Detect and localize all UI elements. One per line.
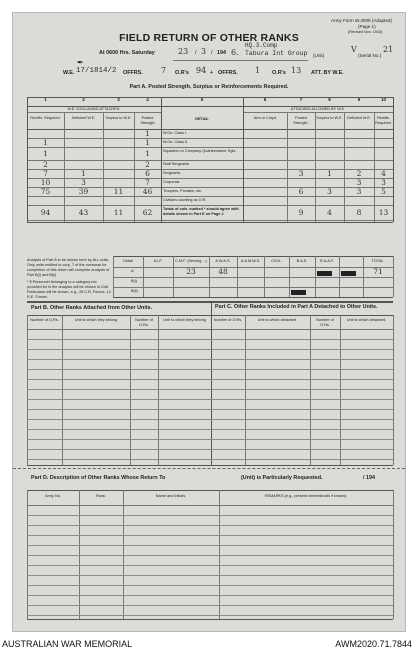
date-month: 3 [201, 47, 207, 56]
row-detail: W.Os. Class II. [163, 140, 189, 144]
plus-label: + [210, 70, 214, 76]
row-rule [27, 605, 393, 606]
analysis-cmf: 48 [218, 267, 228, 276]
right-col-header: Reinfts. Required. [375, 116, 392, 125]
cell-value: 2 [43, 159, 48, 169]
part-c-col-header: Unit to which detached. [257, 318, 298, 322]
ors-label: O.R's [175, 70, 189, 76]
rule [27, 505, 393, 506]
cell-value: 1 [145, 128, 150, 138]
part-b-col-header: Number of O.Rs. [135, 318, 153, 327]
analysis-col-header: Detail [123, 259, 133, 263]
right-col-header: Surplus to W.E. [316, 116, 343, 120]
part-d-heading-unit: (Unit) is Particularly Requested. [241, 475, 323, 481]
cell-value: 8 [356, 207, 362, 217]
analysis-row-label: B(i) [131, 279, 137, 283]
row-rule [27, 595, 393, 596]
row-rule [27, 575, 393, 576]
ors2-value: 13 [291, 66, 302, 75]
row-detail: W.Os. Class I. [163, 131, 188, 135]
cell-value: 3 [298, 168, 304, 178]
rule [27, 619, 393, 620]
cell-value: 6 [298, 186, 304, 196]
cell-value: 46 [142, 186, 153, 196]
cell-value: 2 [356, 168, 362, 178]
left-col-header: Posted Strength [140, 116, 155, 125]
unit-label: (Unit) [313, 53, 325, 58]
column-number: 9 [357, 97, 361, 102]
ors2-label: O.R's [272, 70, 286, 76]
column-number: 6 [263, 97, 267, 102]
page-title: FIELD RETURN OF OTHER RANKS [119, 32, 299, 44]
part-b-heading: Part B. Other Ranks Attached from Other Units. [31, 305, 153, 311]
analysis-col-header: C.M.F. (Serving ...) [175, 259, 207, 263]
column-number: 1 [44, 97, 47, 102]
form-revision: (Revised Nov. 1943) [348, 30, 383, 34]
cell-value: 2 [145, 159, 150, 169]
analysis-row-label: B(ii) [131, 289, 138, 293]
analysis-col-header: TOTAL. [371, 259, 385, 263]
row-detail: Staff Sergeants [163, 162, 190, 166]
offrs2-label: OFFRS. [218, 70, 238, 76]
part-d-col-header: Name and Initials. [155, 494, 187, 498]
part-c-heading: Part C. Other Ranks Included in Part A Detached to Other Units. [215, 304, 378, 310]
column-number: 7 [299, 97, 303, 102]
row-rule [27, 585, 393, 586]
column-number: 2 [82, 97, 85, 102]
form-page: (Page 1) [358, 24, 376, 29]
col-rule [393, 490, 394, 619]
cell-value: 3 [356, 186, 362, 196]
we-label: W.E. [63, 70, 75, 76]
date-day: 23 [178, 47, 189, 56]
analysis-col-header: B.A.S. [296, 259, 308, 263]
analysis-note: Analysis of Part A to be shown here by ALL units. Only units entitled to corp. 7 of the overseas for completion of this return will complete analysis of Part B(i) and B(ii). [27, 258, 110, 277]
analysis-row-label: A [131, 269, 134, 273]
analysis-total: 71 [373, 267, 383, 276]
analysis-col-header: A.W.A.S. [215, 259, 231, 263]
row-detail: Totals of cols. marked * should agree with details shown in Part E on Page 2 [163, 207, 239, 216]
footer-archive-name: AUSTRALIAN WAR MEMORIAL [2, 639, 133, 649]
analysis-col-header: A.A.M.W.S. [240, 259, 261, 263]
part-b-col-header: Unit to which they belong [163, 318, 206, 322]
part-d-heading-date: / 194 [363, 475, 375, 481]
column-number: 4 [146, 97, 149, 102]
cell-value: 62 [142, 207, 153, 217]
unit-name: Tabura Int Group [245, 50, 308, 57]
ors-value: 94 [196, 66, 207, 75]
form-number: Army Form W.3009 (Adapted) [331, 18, 393, 23]
form-sheet: Army Form W.3009 (Adapted) (Page 1) (Revised Nov. 1943) FIELD RETURN OF OTHER RANKS At 0600 Hrs. Saturday 23 / 3 / 194 6. HQ.3.Comp Tabura Int Group (Unit) V 21 (Serial No.) W.E. 17/1814/2 7 OFFRS. O.R's 94 + OFFRS. 1 O.R's 13 ATT. BY W.E. Part A. Posted Strength, Surplus or Reinforcements Required. 1 2 3 4 5 6 7 8 9 10 W.E. EXCLUDING ATTACHED. ATTACHED ALLOWED BY W.E. DETAIL Reinfts. Required. Deficient W.E. Surplus to W.E. Posted Strength Arm or Corps Posted Strength. Surplus to W.E. Deficient W.E. Reinfts. Required. W.Os. Class I. 1 W.Os. Class II. 1 1 Squadron or Company Quartermaster Sgts. 1 1 Staff Sergeants 2 2 Sergeants 7 1 6 3 1 2 4 Corporals 10 3 7 3 3 Troopers, Privates, etc. 75 39 11 46 6 3 3 5 Civilians counting as O.R. Totals of cols. marked * should agree with details shown in Part E on Page 2 94 43 11 62 9 4 8 13 Analysis of Part A to be shown here by ALL units. Only units entitled to corp. 7 of the overseas for completion of this return will complete analysis of Part B(i) and B(ii). * ¶ Personnel belonging to a category not provided for in the analysis will be shown in Civil. Particulars will be shown, e.g., 28 C.B. Forces. 14 R.E. Forces. Detail A.I.F. C.M.F. (Serving ...) A.W.A.S. A.A.M.W.S. CIVIL. B.A.S. R.A.A.F. TOTAL. A B(i) B(ii) 23 48 71 Part B. Other Ranks Attached from Other Units. Part C. Other Ranks Included in Part A Detached to Other Units. Number of O.Rs. Number of O.Rs. Unit to which they belong Unit to which detached. Number of O.Rs. Number of O.Rs. Unit to which they belong Unit to which detached. Part D. Description of Other Ranks Whose Return To (Unit) is Particularly Requested. / 194 Army No. Rank. Name and Initials. REMARKS (e.g., present whereabouts if known). ✒ [12, 12, 406, 632]
cell-value: 1 [43, 148, 48, 158]
year-digit: 6. [231, 48, 239, 57]
analysis-col-header: CIVIL. [271, 259, 282, 263]
offrs2-value: 1 [255, 66, 261, 75]
part-d-col-header: REMARKS (e.g., present whereabouts if known). [264, 494, 348, 498]
left-col-header: Surplus to W.E. [105, 116, 132, 120]
cell-value: 94 [40, 207, 51, 217]
offrs-label: OFFRS. [123, 70, 143, 76]
row-detail: Civilians counting as O.R. [163, 198, 207, 202]
pin-mark: ✒ [77, 58, 84, 67]
row-rule [27, 515, 393, 516]
part-b-col-header: Number of O.Rs. [30, 318, 59, 322]
time-line: At 0600 Hrs. Saturday [99, 50, 155, 56]
analysis-footnote: * ¶ Personnel belonging to a category not provided for in the analysis will be shown in Civil. Particulars will be shown, e.g., 28 C.B. Forces. 14 R.E. Forces. [27, 280, 111, 299]
column-number: 5 [200, 97, 204, 102]
row-detail: Corporals [163, 180, 180, 184]
cell-value: 39 [78, 186, 89, 196]
row-detail: Squadron or Company Quartermaster Sgts. [163, 149, 237, 153]
cell-value: 3 [381, 177, 386, 187]
right-group-label: ATTACHED ALLOWED BY W.E. [290, 107, 346, 111]
right-col-header: Posted Strength. [293, 116, 309, 125]
part-d-col-header: Army No. [45, 494, 61, 498]
cell-value: 10 [40, 177, 51, 187]
serial-number: 21 [383, 45, 394, 54]
part-d-heading: Part D. Description of Other Ranks Whose Return To [31, 475, 166, 481]
cell-value: 1 [81, 168, 86, 178]
offrs-value: 7 [161, 66, 167, 75]
part-a-heading: Part A. Posted Strength, Surplus or Reinforcements Required. [129, 84, 289, 90]
we-value: 17/1814/2 [76, 67, 117, 75]
row-rule [27, 565, 393, 566]
left-col-header: Reinfts. Required. [30, 116, 61, 120]
cell-value: 4 [381, 168, 386, 178]
att-label: ATT. BY W.E. [311, 70, 344, 76]
column-number: 8 [328, 97, 331, 102]
column-number: 10 [380, 97, 387, 102]
row-detail: Sergeants [163, 171, 181, 175]
row-rule [27, 525, 393, 526]
cell-value: 13 [378, 207, 389, 217]
right-col-header: Deficient W.E. [347, 116, 371, 120]
part-c-col-header: Number of O.Rs. [316, 318, 334, 327]
year-prefix: 194 [217, 50, 226, 56]
cell-value: 5 [381, 186, 386, 196]
cell-value: 11 [113, 207, 124, 217]
detail-header: DETAIL [195, 117, 209, 121]
row-rule [27, 535, 393, 536]
cell-value: 3 [356, 177, 362, 187]
analysis-col-header: R.A.A.F. [320, 259, 334, 263]
cell-value: 1 [43, 137, 48, 147]
serial-mark: V [351, 45, 357, 54]
cell-value: 1 [145, 137, 150, 147]
cell-value: 3 [81, 177, 86, 187]
cell-value: 43 [78, 207, 89, 217]
part-b-col-header: Unit to which they belong [74, 318, 118, 322]
analysis-col-header: A.I.F. [153, 259, 163, 263]
part-d-table [13, 13, 405, 631]
cell-value: 4 [327, 207, 332, 217]
cell-value: 7 [43, 168, 48, 178]
cell-value: 1 [327, 168, 332, 178]
cell-value: 11 [113, 186, 124, 196]
cell-value: 9 [298, 207, 304, 217]
cell-value: 3 [327, 186, 332, 196]
unit-tag: HQ.3.Comp [245, 42, 278, 49]
cell-value: 6 [145, 168, 150, 178]
part-c-col-header: Unit to which detached. [346, 318, 387, 322]
footer-accession-id: AWM2020.71.7844 [335, 639, 412, 649]
right-col-header: Arm or Corps [253, 116, 277, 120]
left-group-label: W.E. EXCLUDING ATTACHED. [67, 107, 121, 111]
row-rule [27, 555, 393, 556]
row-detail: Troopers, Privates, etc. [163, 189, 203, 193]
rule [27, 490, 393, 491]
serial-label: (Serial No.) [358, 53, 382, 58]
cell-value: 7 [145, 177, 150, 187]
analysis-aif: 23 [186, 267, 196, 276]
row-rule [27, 615, 393, 616]
part-d-col-header: Rank. [96, 494, 106, 498]
row-rule [27, 545, 393, 546]
left-col-header: Deficient W.E. [71, 116, 96, 120]
cell-value: 1 [145, 148, 150, 158]
part-c-col-header: Number of O.Rs. [213, 318, 243, 322]
column-number: 3 [117, 97, 120, 102]
cell-value: 75 [40, 186, 51, 196]
